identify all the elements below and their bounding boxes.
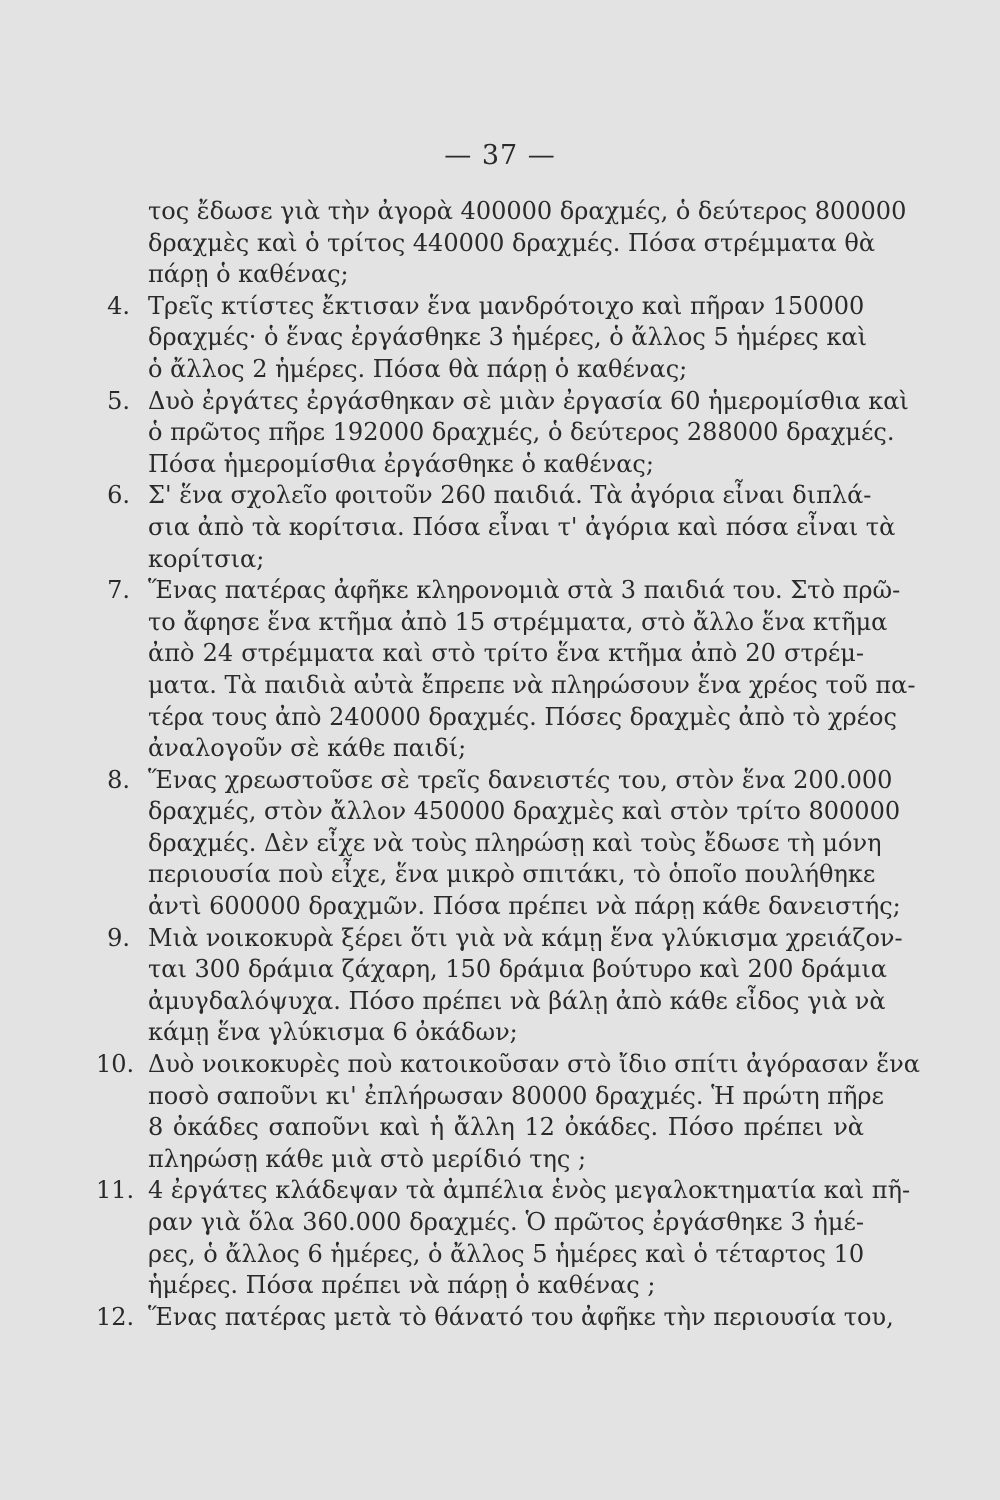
text-line	[0, 322, 1000, 354]
text-line	[0, 1112, 1000, 1144]
problem-number: 10.	[96, 1050, 135, 1079]
text-line	[0, 859, 1000, 891]
problem-text-block	[0, 196, 1000, 1333]
problem-number: 4.	[107, 291, 130, 320]
page-number: — 37 —	[444, 140, 556, 171]
text-line	[0, 954, 1000, 986]
line-text: κάμῃ ἕνα γλύκισμα 6 ὀκάδων;	[148, 1018, 518, 1047]
text-line	[0, 228, 1000, 260]
text-line	[0, 765, 1000, 797]
line-text: ὁ ἄλλος 2 ἡμέρες. Πόσα θὰ πάρῃ ὁ καθένας;	[148, 354, 688, 383]
line-text: κορίτσια;	[148, 544, 265, 573]
line-text: Μιὰ νοικοκυρὰ ξέρει ὅτι γιὰ νὰ κάμῃ ἕνα γλύκισμα χρειάζον-	[148, 923, 903, 952]
problem-number: 12.	[96, 1302, 135, 1331]
line-text: 8 ὀκάδες σαποῦνι καὶ ἡ ἄλλη 12 ὀκάδες. Πόσο πρέπει νὰ	[148, 1113, 864, 1142]
problem-number: 11.	[96, 1176, 135, 1205]
line-text: Πόσα ἡμερομίσθια ἐργάσθηκε ὁ καθένας;	[148, 449, 654, 478]
text-line	[0, 512, 1000, 544]
line-text: πληρώσῃ κάθε μιὰ στὸ μερίδιό της ;	[148, 1144, 587, 1173]
line-text: ρες, ὁ ἄλλος 6 ἡμέρες, ὁ ἄλλος 5 ἡμέρες καὶ ὁ τέταρτος 10	[148, 1239, 865, 1268]
line-text: Δυὸ ἐργάτες ἐργάσθηκαν σὲ μιὰν ἐργασία 60 ἡμερομίσθια καὶ	[148, 386, 909, 415]
line-text: 4 ἐργάτες κλάδεψαν τὰ ἀμπέλια ἑνὸς μεγαλοκτηματία καὶ πῆ-	[148, 1176, 911, 1205]
line-text: ται 300 δράμια ζάχαρη, 150 δράμια βούτυρο καὶ 200 δράμια	[148, 955, 887, 984]
text-line	[0, 1207, 1000, 1239]
text-line	[0, 607, 1000, 639]
line-text: τος ἔδωσε γιὰ τὴν ἀγορὰ 400000 δραχμές, ὁ δεύτερος 800000	[148, 197, 907, 225]
text-line	[0, 1081, 1000, 1113]
text-line	[0, 638, 1000, 670]
line-text: Ἕνας πατέρας ἀφῆκε κληρονομιὰ στὰ 3 παιδιά του. Στὸ πρῶ-	[148, 576, 901, 605]
problem-number: 6.	[107, 481, 130, 510]
line-text: ἡμέρες. Πόσα πρέπει νὰ πάρῃ ὁ καθένας ;	[148, 1271, 656, 1300]
line-text: δραχμές. Δὲν εἶχε νὰ τοὺς πληρώσῃ καὶ τοὺς ἔδωσε τὴ μόνη	[148, 828, 882, 857]
text-line	[0, 480, 1000, 512]
line-text: Σ' ἕνα σχολεῖο φοιτοῦν 260 παιδιά. Τὰ ἀγόρια εἶναι διπλά-	[148, 481, 872, 510]
text-line	[0, 291, 1000, 323]
text-line	[0, 449, 1000, 481]
line-text: περιουσία ποὺ εἶχε, ἕνα μικρὸ σπιτάκι, τὸ ὁποῖο πουλήθηκε	[148, 860, 876, 889]
line-text: δραχμές· ὁ ἕνας ἐργάσθηκε 3 ἡμέρες, ὁ ἄλλος 5 ἡμέρες καὶ	[148, 323, 867, 352]
text-line	[0, 733, 1000, 765]
text-line	[0, 1144, 1000, 1176]
line-text: το ἄφησε ἕνα κτῆμα ἀπὸ 15 στρέμματα, στὸ ἄλλο ἕνα κτῆμα	[148, 607, 888, 636]
text-line	[0, 259, 1000, 291]
line-text: ἀναλογοῦν σὲ κάθε παιδί;	[148, 734, 467, 763]
line-text: τέρα τους ἀπὸ 240000 δραχμές. Πόσες δραχμὲς ἀπὸ τὸ χρέος	[148, 702, 897, 731]
line-text: πάρῃ ὁ καθένας;	[148, 260, 349, 289]
line-text: σια ἀπὸ τὰ κορίτσια. Πόσα εἶναι τ' ἀγόρια καὶ πόσα εἶναι τὰ	[148, 512, 896, 541]
line-text: δραχμές, στὸν ἄλλον 450000 δραχμὲς καὶ στὸν τρίτο 800000	[148, 797, 901, 826]
line-text: ὁ πρῶτος πῆρε 192000 δραχμές, ὁ δεύτερος 288000 δραχμές.	[148, 418, 895, 447]
problem-number: 8.	[107, 765, 130, 794]
text-line	[0, 1270, 1000, 1302]
line-text: δραχμὲς καὶ ὁ τρίτος 440000 δραχμές. Πόσα στρέμματα θὰ	[148, 228, 876, 257]
text-line	[0, 196, 1000, 228]
line-text: ἀμυγδαλόψυχα. Πόσο πρέπει νὰ βάλῃ ἀπὸ κάθε εἶδος γιὰ νὰ	[148, 986, 886, 1015]
text-line	[0, 386, 1000, 418]
text-line	[0, 891, 1000, 923]
text-line	[0, 986, 1000, 1018]
line-text: Δυὸ νοικοκυρὲς ποὺ κατοικοῦσαν στὸ ἴδιο σπίτι ἀγόρασαν ἕνα	[148, 1050, 920, 1079]
text-line	[0, 1175, 1000, 1207]
text-line	[0, 417, 1000, 449]
line-text: Τρεῖς κτίστες ἔκτισαν ἕνα μανδρότοιχο καὶ πῆραν 150000	[148, 291, 865, 320]
text-line	[0, 796, 1000, 828]
text-line	[0, 828, 1000, 860]
text-line	[0, 1239, 1000, 1271]
line-text: ἀντὶ 600000 δραχμῶν. Πόσα πρέπει νὰ πάρῃ κάθε δανειστής;	[148, 892, 901, 921]
problem-number: 5.	[107, 386, 130, 415]
text-line	[0, 354, 1000, 386]
line-text: ποσὸ σαποῦνι κι' ἐπλήρωσαν 80000 δραχμές. Ἡ πρώτη πῆρε	[148, 1081, 884, 1110]
problem-number: 7.	[107, 576, 130, 605]
line-text: ἀπὸ 24 στρέμματα καὶ στὸ τρίτο ἕνα κτῆμα ἀπὸ 20 στρέμ-	[148, 639, 864, 668]
text-line	[0, 575, 1000, 607]
text-line	[0, 1017, 1000, 1049]
text-line	[0, 670, 1000, 702]
problem-number: 9.	[107, 923, 130, 952]
text-line	[0, 1049, 1000, 1081]
line-text: ματα. Τὰ παιδιὰ αὐτὰ ἔπρεπε νὰ πληρώσουν ἕνα χρέος τοῦ πα-	[148, 670, 916, 699]
text-line	[0, 1302, 1000, 1334]
line-text: Ἕνας πατέρας μετὰ τὸ θάνατό του ἀφῆκε τὴν περιουσία του,	[148, 1302, 894, 1331]
line-text: ραν γιὰ ὅλα 360.000 δραχμές. Ὁ πρῶτος ἐργάσθηκε 3 ἡμέ-	[148, 1208, 864, 1236]
text-line	[0, 702, 1000, 734]
text-line	[0, 923, 1000, 955]
line-text: Ἕνας χρεωστοῦσε σὲ τρεῖς δανειστές του, στὸν ἕνα 200.000	[148, 765, 893, 794]
text-line	[0, 544, 1000, 576]
